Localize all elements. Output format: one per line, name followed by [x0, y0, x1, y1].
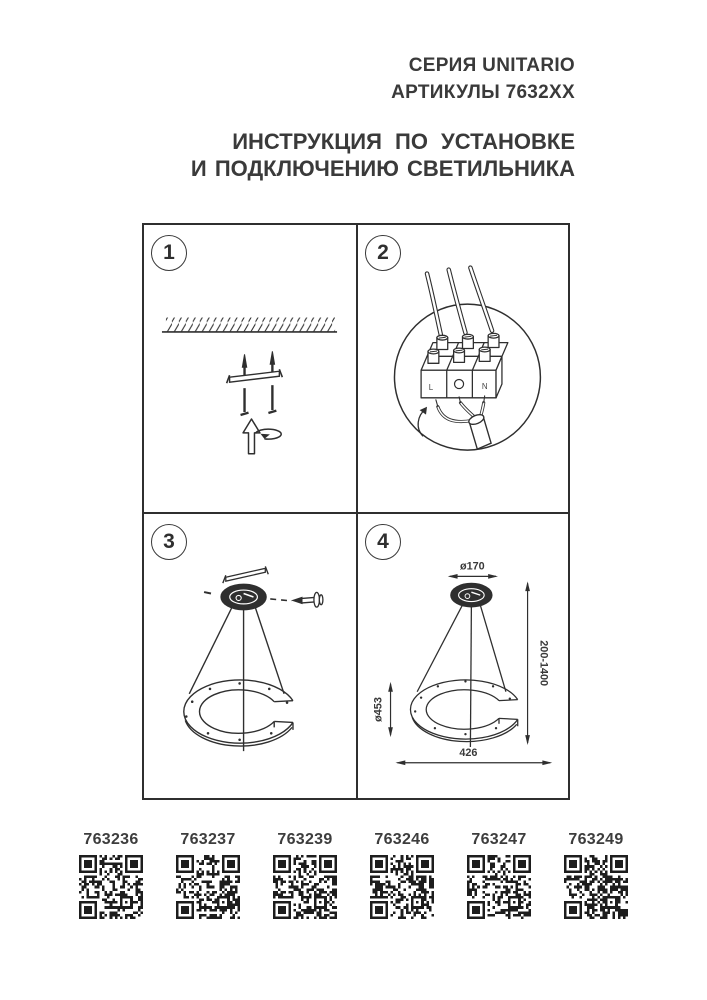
qr-code-icon [273, 855, 337, 919]
step-2-number: 2 [365, 235, 401, 271]
article-number: 763247 [471, 831, 527, 848]
dim-canopy-diameter: ø170 [460, 559, 485, 572]
article-column [370, 831, 434, 919]
article-column [176, 831, 240, 919]
article-column [564, 831, 628, 919]
article-column [273, 831, 337, 919]
article-number: 763236 [83, 831, 139, 848]
article-number: 763246 [374, 831, 430, 848]
series-title: СЕРИЯ UNITARIO [408, 55, 575, 76]
step-4-panel [356, 512, 568, 799]
step-3-number: 3 [151, 524, 187, 560]
qr-code-icon [79, 855, 143, 919]
steps-grid [142, 223, 570, 800]
step-1-panel [144, 225, 356, 512]
article-column [467, 831, 531, 919]
terminal-label-neutral: N [481, 381, 488, 391]
article-qr-row [0, 831, 707, 919]
articles-line: АРТИКУЛЫ 7632XX [391, 82, 575, 103]
step-2-panel [356, 225, 568, 512]
qr-code-icon [370, 855, 434, 919]
qr-code-icon [467, 855, 531, 919]
dim-ring-diameter: ø453 [372, 696, 385, 722]
article-number: 763249 [568, 831, 624, 848]
step-4-number: 4 [365, 524, 401, 560]
dim-suspension-height: 200-1400 [537, 639, 550, 686]
page-title-line2: И ПОДКЛЮЧЕНИЮ СВЕТИЛЬНИКА [190, 156, 575, 181]
dim-overall-width: 426 [459, 746, 478, 759]
article-column [79, 831, 143, 919]
step-3-panel [144, 512, 356, 799]
page-title-line1: ИНСТРУКЦИЯ ПО УСТАНОВКЕ [232, 129, 575, 154]
page-title [191, 128, 575, 182]
step-1-number: 1 [151, 235, 187, 271]
article-number: 763239 [277, 831, 333, 848]
qr-code-icon [564, 855, 628, 919]
brand-block [391, 52, 575, 106]
terminal-label-live: L [428, 382, 434, 392]
qr-code-icon [176, 855, 240, 919]
article-number: 763237 [180, 831, 236, 848]
